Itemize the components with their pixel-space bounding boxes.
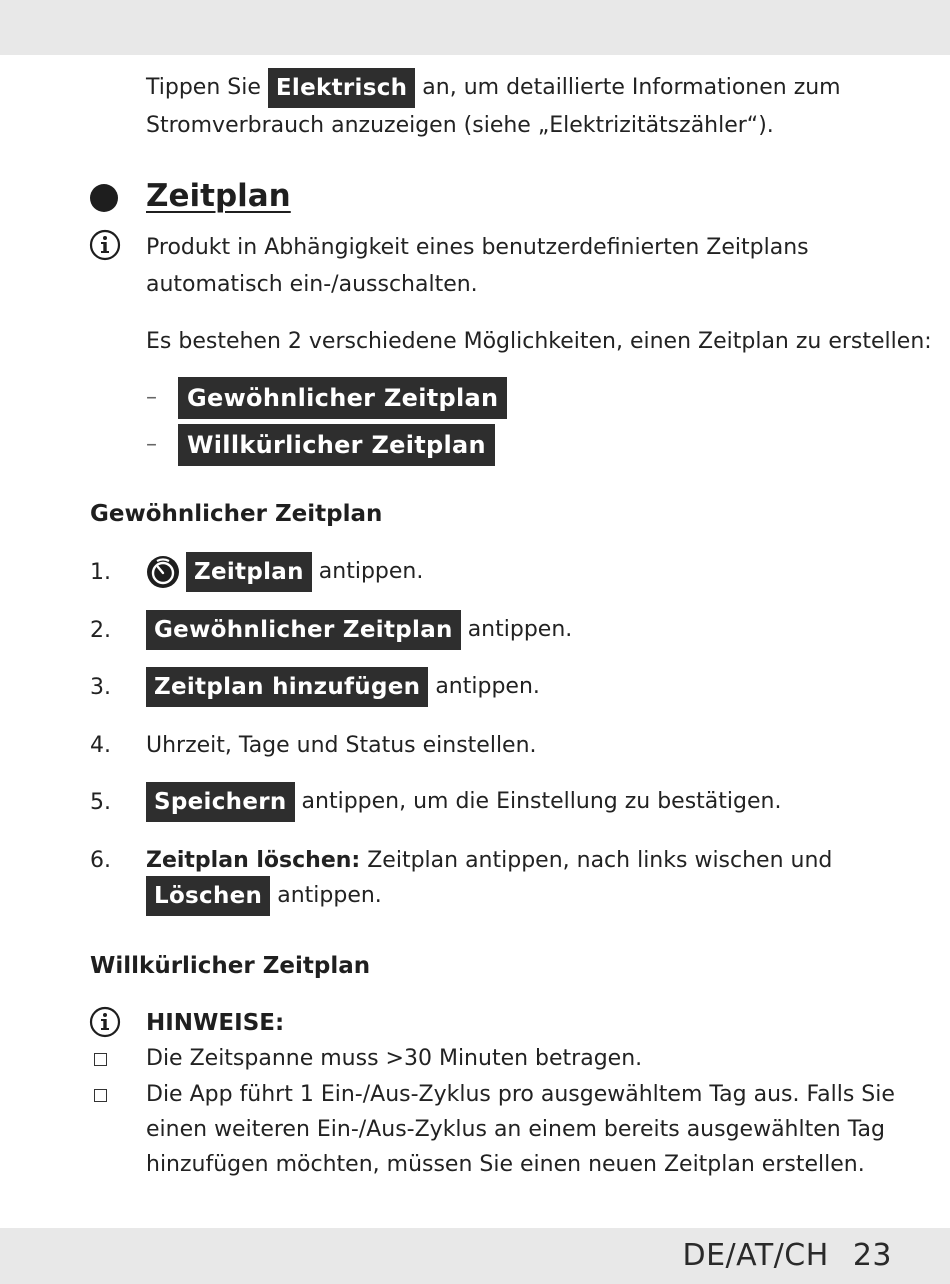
step-number: 3. [90,675,111,700]
info-icon [89,229,121,261]
footer-bar [0,1228,950,1284]
intro-text-after: an, um detaillierte Informationen zum [415,75,841,100]
step-number: 1. [90,560,111,585]
note-2-line-1: Die App führt 1 Ein-/Aus-Zyklus pro ausgewähltem Tag aus. Falls Sie [146,1082,895,1107]
page-number: 23 [852,1238,892,1273]
option-regular-chip: Gewöhnlicher Zeitplan [178,377,507,419]
intro-text-before: Tippen Sie [146,75,268,100]
notes-title: HINWEISE: [146,1010,285,1036]
option-regular [178,377,507,419]
step-number: 4. [90,733,111,758]
footer-text [682,1238,892,1273]
filled-circle-icon [90,184,118,212]
step-6-line-1 [146,843,832,879]
save-chip: Speichern [146,782,295,822]
step-4: Uhrzeit, Tage und Status einstellen. [146,733,537,758]
footer-region: DE/AT/CH [682,1238,829,1273]
intro-line-2: Stromverbrauch anzuzeigen (siehe „Elektrizitätszähler“). [146,113,774,138]
checkbox-icon [94,1053,107,1066]
step-5 [146,782,781,822]
checkbox-icon [94,1089,107,1102]
random-heading: Willkürlicher Zeitplan [90,953,371,979]
top-bar [0,0,950,55]
option-random-chip: Willkürlicher Zeitplan [178,424,495,466]
note-2-line-3: hinzufügen möchten, müssen Sie einen neuen Zeitplan erstellen. [146,1152,865,1177]
step-6-line-2 [146,876,382,916]
regular-heading: Gewöhnlicher Zeitplan [90,501,383,527]
step-text: antippen. [270,883,382,908]
step-text: Zeitplan antippen, nach links wischen und [360,848,833,873]
step-number: 2. [90,618,111,643]
step-number: 5. [90,790,111,815]
options-intro: Es bestehen 2 verschiedene Möglichkeiten, einen Zeitplan zu erstellen: [146,329,932,354]
regular-schedule-chip: Gewöhnlicher Zeitplan [146,610,461,650]
step-number: 6. [90,848,111,873]
step-bold-label: Zeitplan löschen: [146,848,361,873]
note-1: Die Zeitspanne muss >30 Minuten betragen. [146,1046,643,1071]
option-dash: – [146,385,157,410]
elektrisch-chip: Elektrisch [268,68,415,108]
note-2-line-2: einen weiteren Ein-/Aus-Zyklus an einem bereits ausgewählten Tag [146,1117,885,1142]
step-text: antippen, um die Einstellung zu bestätigen. [294,789,782,814]
step-text: antippen. [428,674,540,699]
intro-line-1 [146,68,841,108]
info-line-2: automatisch ein-/ausschalten. [146,272,478,297]
step-text: antippen. [311,559,424,584]
step-2 [146,610,572,650]
delete-chip: Löschen [146,876,270,916]
step-1 [146,552,423,592]
zeitplan-chip: Zeitplan [186,552,312,592]
step-3 [146,667,540,707]
option-random [178,424,495,466]
timer-icon [146,555,180,589]
info-icon [89,1006,121,1038]
info-line-1: Produkt in Abhängigkeit eines benutzerdefinierten Zeitplans [146,235,809,260]
option-dash: – [146,432,157,457]
step-text: antippen. [460,617,573,642]
add-schedule-chip: Zeitplan hinzufügen [146,667,428,707]
section-title: Zeitplan [146,178,291,214]
